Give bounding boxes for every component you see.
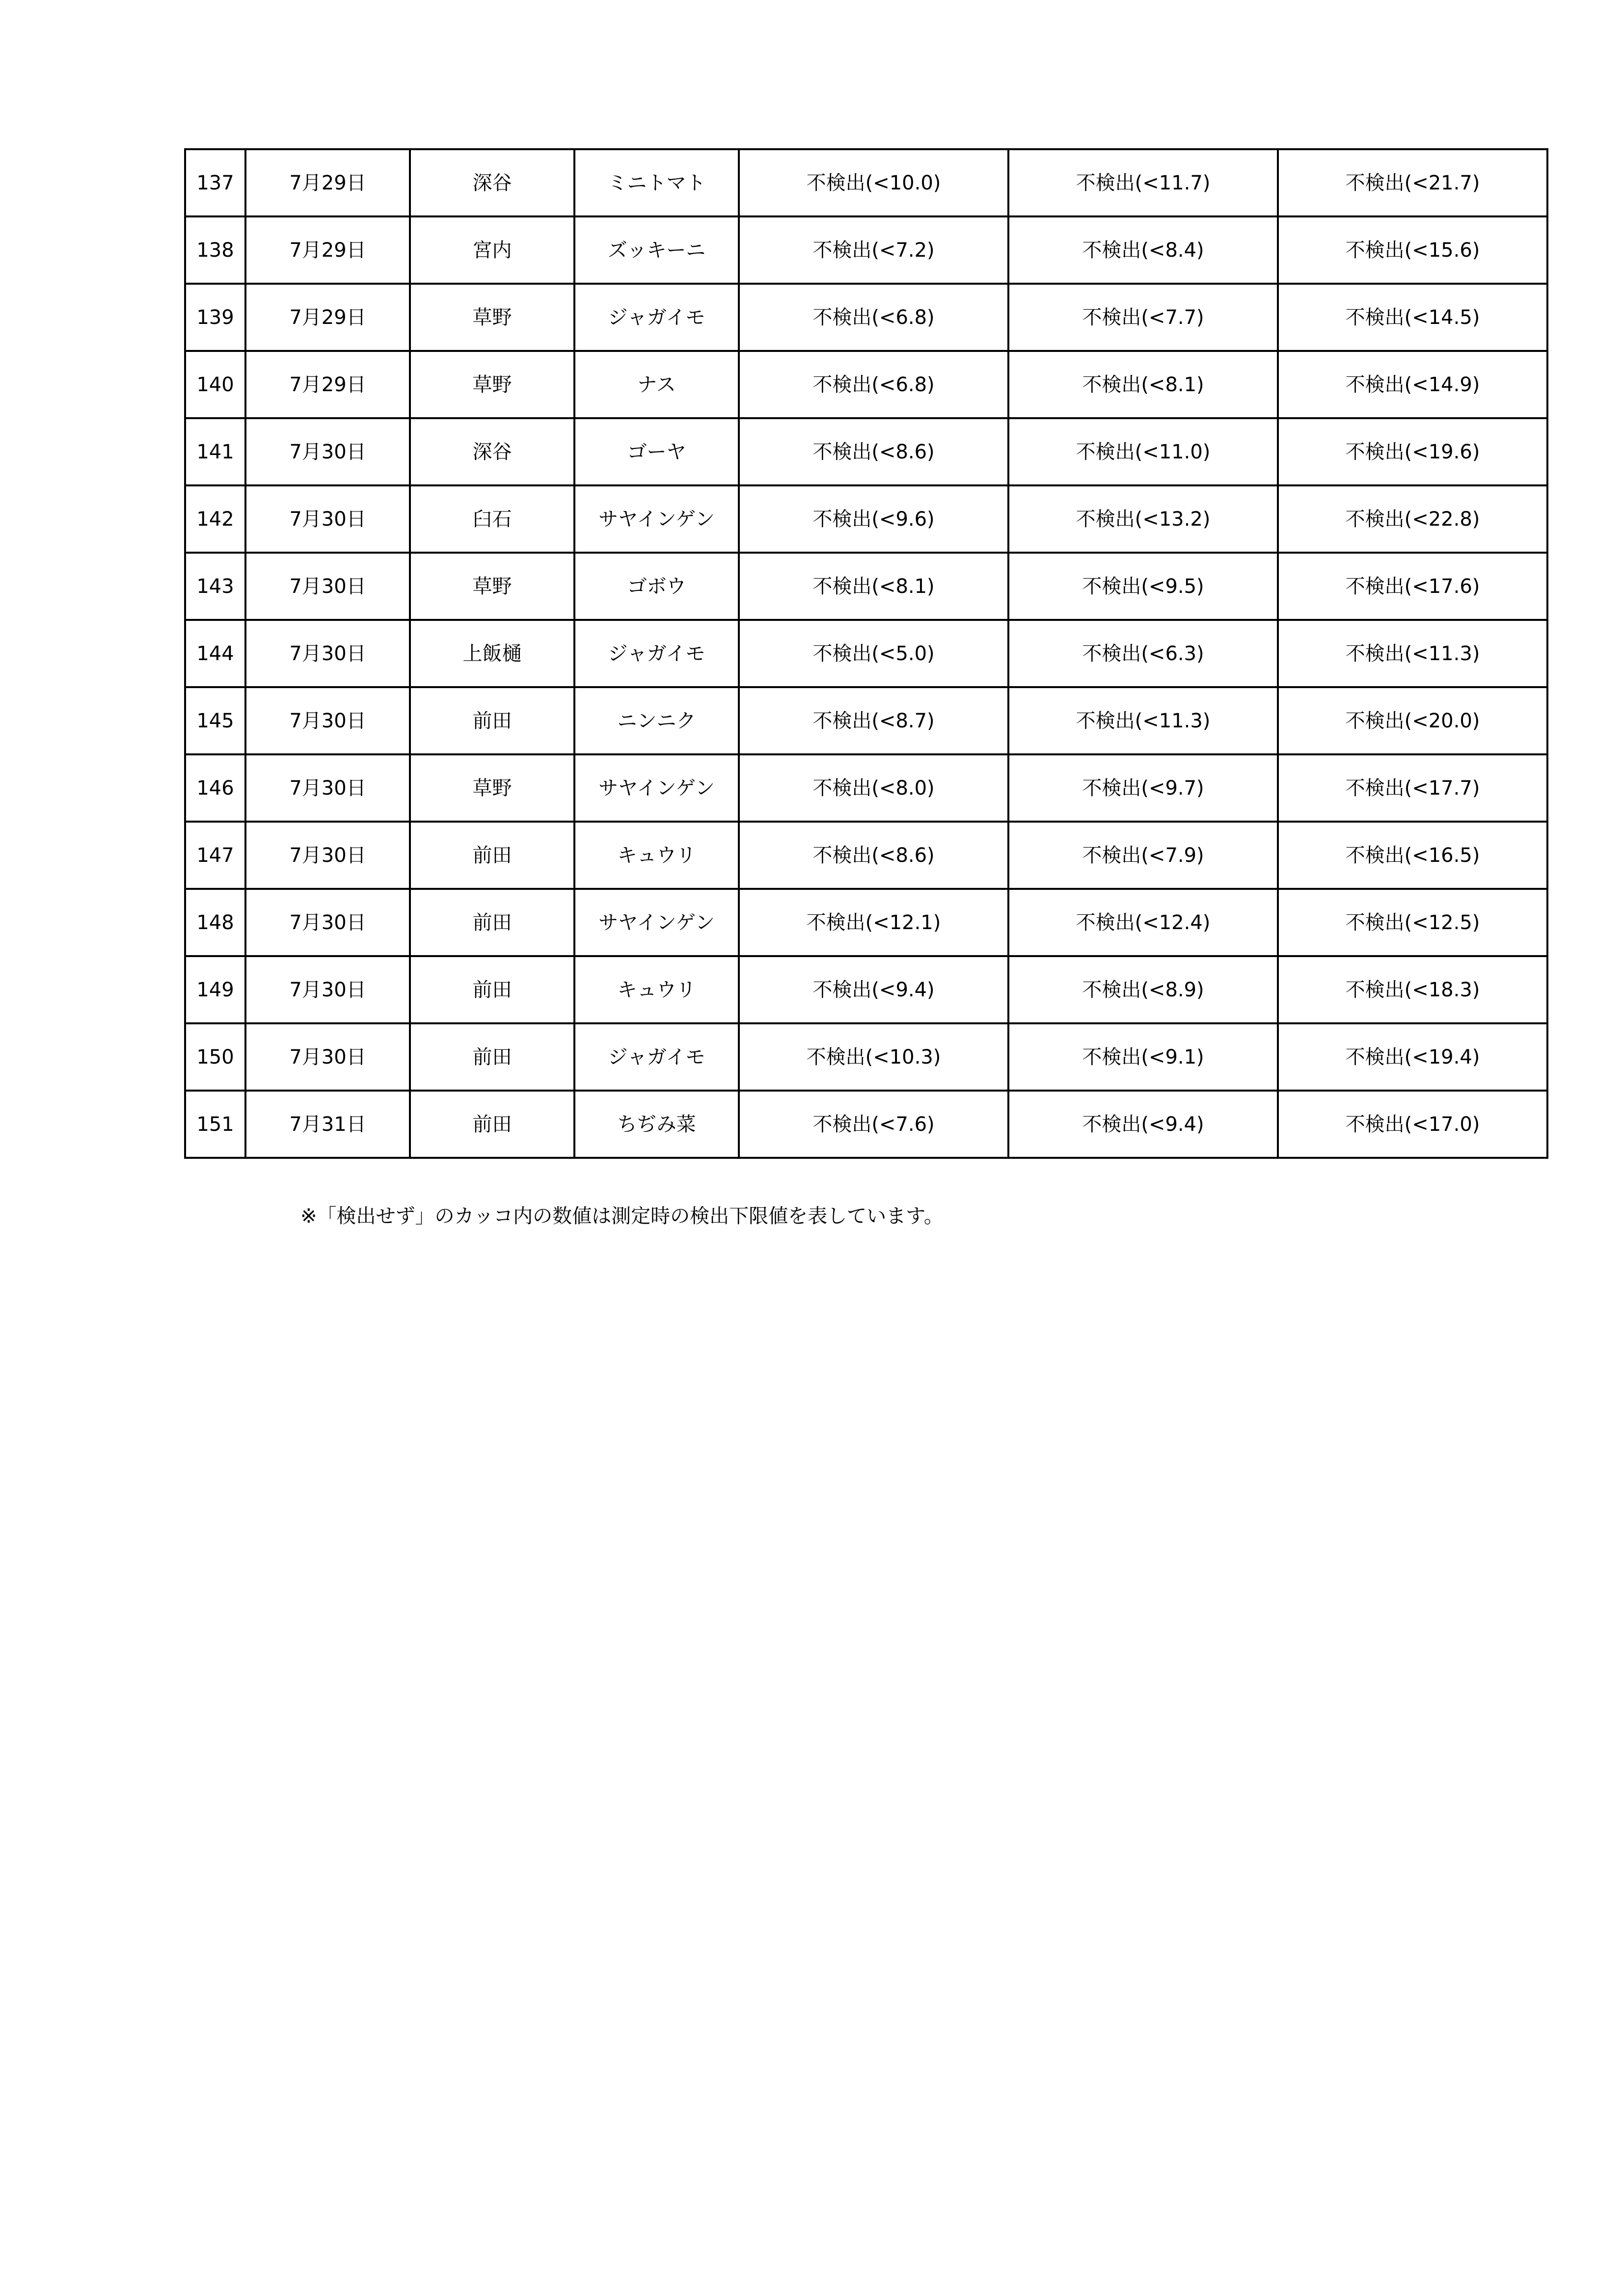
- footnote: ※「検出せず」のカッコ内の数値は測定時の検出下限値を表しています。: [300, 1205, 944, 1228]
- table-row: [185, 553, 1547, 620]
- table-row: [185, 620, 1547, 687]
- table-row: [185, 149, 1547, 216]
- result-3: 不検出(<14.9): [1278, 351, 1547, 418]
- result-1: 不検出(<7.6): [739, 1091, 1008, 1158]
- sample-number: 151: [185, 1091, 245, 1158]
- sample-location: 深谷: [410, 418, 574, 485]
- result-1: 不検出(<10.0): [739, 149, 1008, 216]
- sample-date: 7月30日: [245, 620, 410, 687]
- sample-item: ジャガイモ: [574, 620, 739, 687]
- table-row: [185, 754, 1547, 822]
- sample-item: ズッキーニ: [574, 216, 739, 284]
- sample-location: 前田: [410, 1023, 574, 1091]
- sample-number: 143: [185, 553, 245, 620]
- sample-item: ちぢみ菜: [574, 1091, 739, 1158]
- sample-number: 146: [185, 754, 245, 822]
- sample-date: 7月30日: [245, 553, 410, 620]
- sample-date: 7月30日: [245, 822, 410, 889]
- sample-location: 前田: [410, 956, 574, 1023]
- sample-location: 前田: [410, 1091, 574, 1158]
- result-2: 不検出(<7.7): [1008, 284, 1278, 351]
- result-2: 不検出(<12.4): [1008, 889, 1278, 956]
- sample-item: ニンニク: [574, 687, 739, 754]
- sample-date: 7月30日: [245, 754, 410, 822]
- result-3: 不検出(<12.5): [1278, 889, 1547, 956]
- result-1: 不検出(<10.3): [739, 1023, 1008, 1091]
- sample-number: 137: [185, 149, 245, 216]
- result-3: 不検出(<18.3): [1278, 956, 1547, 1023]
- sample-location: 草野: [410, 284, 574, 351]
- result-3: 不検出(<16.5): [1278, 822, 1547, 889]
- result-1: 不検出(<8.6): [739, 418, 1008, 485]
- sample-item: ミニトマト: [574, 149, 739, 216]
- sample-number: 140: [185, 351, 245, 418]
- result-1: 不検出(<8.0): [739, 754, 1008, 822]
- sample-number: 150: [185, 1023, 245, 1091]
- result-3: 不検出(<14.5): [1278, 284, 1547, 351]
- sample-item: ゴボウ: [574, 553, 739, 620]
- sample-item: キュウリ: [574, 956, 739, 1023]
- sample-item: サヤインゲン: [574, 889, 739, 956]
- result-2: 不検出(<8.1): [1008, 351, 1278, 418]
- result-3: 不検出(<11.3): [1278, 620, 1547, 687]
- sample-location: 前田: [410, 889, 574, 956]
- result-3: 不検出(<19.6): [1278, 418, 1547, 485]
- result-2: 不検出(<11.7): [1008, 149, 1278, 216]
- result-2: 不検出(<7.9): [1008, 822, 1278, 889]
- sample-item: ジャガイモ: [574, 1023, 739, 1091]
- result-1: 不検出(<6.8): [739, 351, 1008, 418]
- sample-location: 前田: [410, 687, 574, 754]
- sample-number: 144: [185, 620, 245, 687]
- sample-date: 7月30日: [245, 889, 410, 956]
- sample-date: 7月29日: [245, 351, 410, 418]
- table-row: [185, 485, 1547, 553]
- sample-date: 7月30日: [245, 687, 410, 754]
- sample-number: 145: [185, 687, 245, 754]
- result-1: 不検出(<6.8): [739, 284, 1008, 351]
- table-row: [185, 418, 1547, 485]
- sample-date: 7月29日: [245, 284, 410, 351]
- sample-location: 深谷: [410, 149, 574, 216]
- result-1: 不検出(<8.1): [739, 553, 1008, 620]
- sample-location: 前田: [410, 822, 574, 889]
- table-row: [185, 1091, 1547, 1158]
- sample-location: 草野: [410, 553, 574, 620]
- sample-date: 7月30日: [245, 1023, 410, 1091]
- result-3: 不検出(<22.8): [1278, 485, 1547, 553]
- sample-item: サヤインゲン: [574, 485, 739, 553]
- result-1: 不検出(<8.7): [739, 687, 1008, 754]
- result-2: 不検出(<8.4): [1008, 216, 1278, 284]
- sample-item: ナス: [574, 351, 739, 418]
- result-1: 不検出(<9.4): [739, 956, 1008, 1023]
- result-1: 不検出(<9.6): [739, 485, 1008, 553]
- sample-location: 臼石: [410, 485, 574, 553]
- sample-item: ジャガイモ: [574, 284, 739, 351]
- sample-item: ゴーヤ: [574, 418, 739, 485]
- sample-location: 草野: [410, 351, 574, 418]
- result-1: 不検出(<7.2): [739, 216, 1008, 284]
- result-3: 不検出(<20.0): [1278, 687, 1547, 754]
- result-3: 不検出(<21.7): [1278, 149, 1547, 216]
- result-2: 不検出(<8.9): [1008, 956, 1278, 1023]
- result-2: 不検出(<9.1): [1008, 1023, 1278, 1091]
- result-1: 不検出(<5.0): [739, 620, 1008, 687]
- sample-date: 7月30日: [245, 956, 410, 1023]
- sample-item: サヤインゲン: [574, 754, 739, 822]
- result-2: 不検出(<13.2): [1008, 485, 1278, 553]
- sample-location: 宮内: [410, 216, 574, 284]
- sample-number: 142: [185, 485, 245, 553]
- result-3: 不検出(<19.4): [1278, 1023, 1547, 1091]
- result-3: 不検出(<17.0): [1278, 1091, 1547, 1158]
- sample-date: 7月30日: [245, 418, 410, 485]
- table-row: [185, 956, 1547, 1023]
- table-row: [185, 284, 1547, 351]
- result-2: 不検出(<9.4): [1008, 1091, 1278, 1158]
- result-2: 不検出(<11.3): [1008, 687, 1278, 754]
- sample-number: 148: [185, 889, 245, 956]
- sample-location: 草野: [410, 754, 574, 822]
- result-2: 不検出(<11.0): [1008, 418, 1278, 485]
- result-1: 不検出(<8.6): [739, 822, 1008, 889]
- sample-date: 7月31日: [245, 1091, 410, 1158]
- table-row: [185, 1023, 1547, 1091]
- table-row: [185, 889, 1547, 956]
- sample-number: 149: [185, 956, 245, 1023]
- sample-number: 139: [185, 284, 245, 351]
- result-2: 不検出(<6.3): [1008, 620, 1278, 687]
- table-row: [185, 687, 1547, 754]
- sample-item: キュウリ: [574, 822, 739, 889]
- result-2: 不検出(<9.7): [1008, 754, 1278, 822]
- sample-date: 7月29日: [245, 216, 410, 284]
- sample-location: 上飯樋: [410, 620, 574, 687]
- sample-number: 141: [185, 418, 245, 485]
- result-2: 不検出(<9.5): [1008, 553, 1278, 620]
- table-row: [185, 822, 1547, 889]
- result-3: 不検出(<17.7): [1278, 754, 1547, 822]
- sample-number: 147: [185, 822, 245, 889]
- sample-date: 7月30日: [245, 485, 410, 553]
- sample-date: 7月29日: [245, 149, 410, 216]
- result-3: 不検出(<17.6): [1278, 553, 1547, 620]
- sample-number: 138: [185, 216, 245, 284]
- results-table: [184, 148, 1548, 1159]
- table-row: [185, 351, 1547, 418]
- result-3: 不検出(<15.6): [1278, 216, 1547, 284]
- result-1: 不検出(<12.1): [739, 889, 1008, 956]
- table-row: [185, 216, 1547, 284]
